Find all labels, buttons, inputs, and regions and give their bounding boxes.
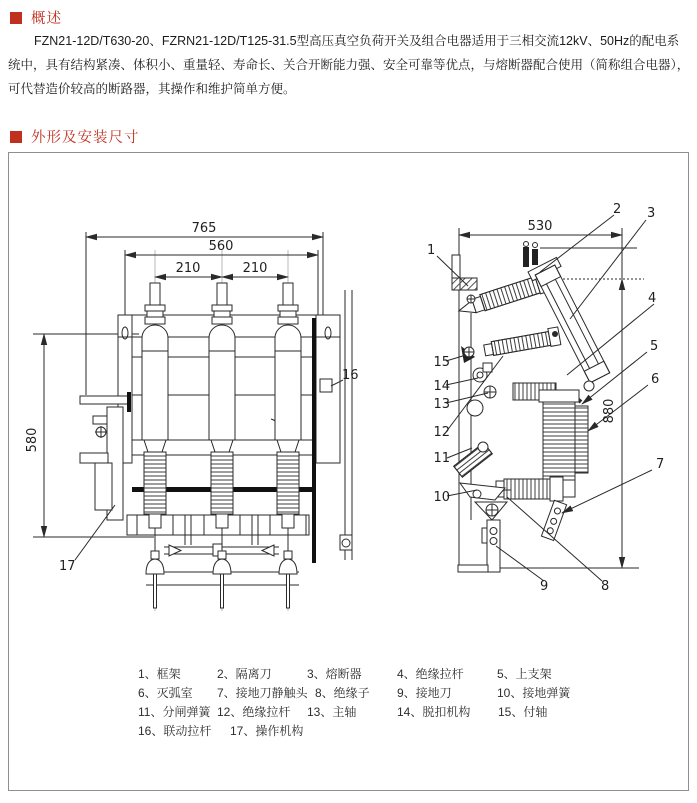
overview-paragraph: FZN21-12D/T630-20、FZRN21-12D/T125-31.5型高压真空负荷开关及组合电器适用于三相交流12kV、50Hz的配电系统中，具有结构紧凑、体积小、重量轻、寿命长、关合开断能力强、安全可靠等优点，与熔断器配合使用（简称组合电器），可代替造价较高的断路器，其操作和维护简单方便。 xyxy=(8,34,690,96)
callout-11: 11 xyxy=(433,451,450,466)
callout-15: 15 xyxy=(433,355,450,370)
operating-mechanism xyxy=(80,392,131,520)
legend-item: 1、框架 xyxy=(138,667,181,681)
legend-item: 17、操作机构 xyxy=(230,724,304,738)
callout-6: 6 xyxy=(651,372,660,387)
dim-210-left: 210 xyxy=(175,261,201,276)
callout-13: 13 xyxy=(433,397,450,412)
dim-880: 880 xyxy=(602,398,617,424)
dim-560: 560 xyxy=(208,239,234,254)
legend-item: 6、灭弧室 xyxy=(138,686,193,700)
legend-item: 12、绝缘拉杆 xyxy=(217,705,291,719)
legend-item: 5、上支架 xyxy=(497,667,552,681)
callout-16: 16 xyxy=(342,368,359,383)
legend-item: 13、主轴 xyxy=(307,705,357,719)
callout-3: 3 xyxy=(647,206,656,221)
legend-item: 8、绝缘子 xyxy=(315,686,370,700)
parts-legend xyxy=(9,665,688,745)
callout-14: 14 xyxy=(433,379,450,394)
fuse-tube xyxy=(528,257,614,385)
callout-1: 1 xyxy=(427,243,436,258)
technical-drawing xyxy=(9,153,688,658)
dim-765: 765 xyxy=(191,221,217,236)
dim-530: 530 xyxy=(527,219,553,234)
dimensions-section-header xyxy=(10,126,140,147)
legend-item: 2、隔离刀 xyxy=(217,667,272,681)
pole-columns xyxy=(142,283,301,608)
callout-9: 9 xyxy=(540,579,549,594)
legend-item: 11、分闸弹簧 xyxy=(138,705,211,719)
figure-box xyxy=(8,152,689,791)
dim-580: 580 xyxy=(25,427,40,453)
red-square-bullet-icon xyxy=(10,131,22,143)
callout-12: 12 xyxy=(433,425,450,440)
dimensions-heading: 外形及安装尺寸 xyxy=(31,130,140,146)
legend-item: 16、联动拉杆 xyxy=(138,724,212,738)
callout-5: 5 xyxy=(650,339,659,354)
red-square-bullet-icon xyxy=(10,12,22,24)
callout-8: 8 xyxy=(601,579,610,594)
legend-item: 7、接地刀静触头 xyxy=(217,686,308,700)
legend-item: 15、付轴 xyxy=(498,705,548,719)
callout-7: 7 xyxy=(656,457,665,472)
legend-item: 14、脱扣机构 xyxy=(397,705,471,719)
overview-heading: 概述 xyxy=(31,11,62,27)
side-view xyxy=(437,215,657,581)
callout-2: 2 xyxy=(613,202,622,217)
callout-10: 10 xyxy=(433,490,450,505)
legend-item: 10、接地弹簧 xyxy=(497,686,571,700)
callout-17: 17 xyxy=(59,559,76,574)
legend-item: 9、接地刀 xyxy=(397,686,452,700)
dim-210-right: 210 xyxy=(242,261,268,276)
front-view xyxy=(33,232,352,611)
legend-item: 4、绝缘拉杆 xyxy=(397,667,464,681)
legend-item: 3、熔断器 xyxy=(307,667,362,681)
callout-4: 4 xyxy=(648,291,657,306)
overview-section-header xyxy=(10,7,62,28)
